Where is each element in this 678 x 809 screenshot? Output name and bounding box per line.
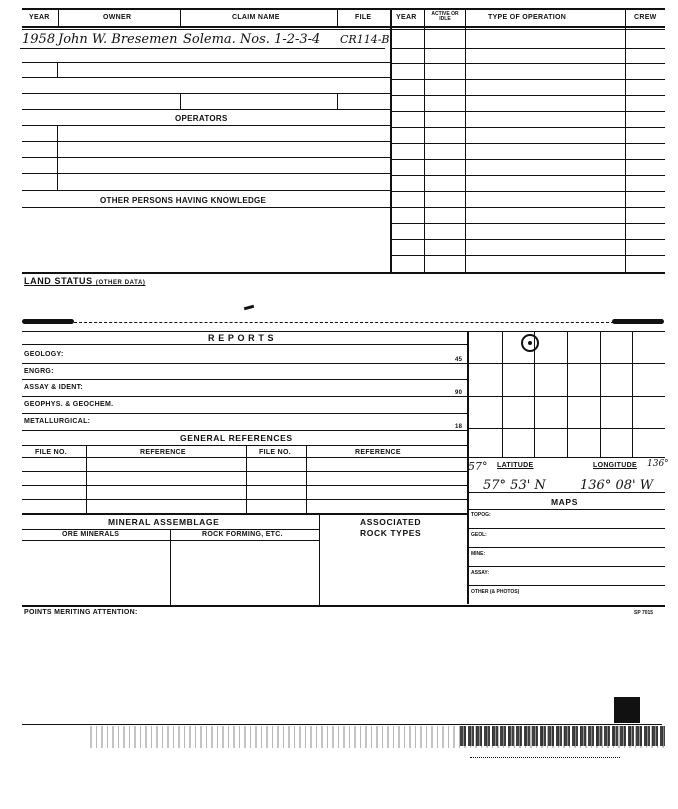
header-owner: OWNER bbox=[103, 14, 132, 21]
latitude-label: LATITUDE bbox=[497, 462, 534, 469]
header-year: YEAR bbox=[29, 14, 50, 21]
report-geophys: GEOPHYS. & GEOCHEM. bbox=[24, 401, 114, 408]
ref-col-reference-1: REFERENCE bbox=[140, 449, 186, 456]
other-persons-label: OTHER PERSONS HAVING KNOWLEDGE bbox=[100, 196, 267, 205]
maps-title: MAPS bbox=[551, 497, 578, 507]
report-metallurgical-num: 18 bbox=[455, 424, 463, 430]
operators-label: OPERATORS bbox=[175, 114, 228, 123]
scan-noise-dark bbox=[460, 726, 665, 746]
ref-col-file-no-1: FILE NO. bbox=[35, 449, 67, 456]
report-geology-num: 45 bbox=[455, 357, 463, 363]
entry-claim-name: Solema. Nos. 1-2-3-4 bbox=[183, 32, 321, 47]
location-dot bbox=[528, 341, 532, 345]
maps-mine: MINE: bbox=[471, 551, 486, 557]
header-crew: CREW bbox=[634, 14, 657, 21]
header-file: FILE bbox=[355, 14, 372, 21]
longitude-label: LONGITUDE bbox=[593, 462, 637, 469]
longitude-value: 136° 08' W bbox=[580, 478, 654, 493]
report-engrg: ENGRG: bbox=[24, 368, 54, 375]
mineral-assemblage-title: MINERAL ASSEMBLAGE bbox=[108, 517, 220, 527]
ref-col-file-no-2: FILE NO. bbox=[259, 449, 291, 456]
general-references-title: GENERAL REFERENCES bbox=[180, 433, 293, 443]
points-meriting-attention-label: POINTS MERITING ATTENTION: bbox=[24, 609, 138, 616]
maps-other: OTHER (& PHOTOS) bbox=[471, 589, 520, 595]
entry-year: 1958 bbox=[22, 32, 56, 47]
header-year-2: YEAR bbox=[396, 14, 417, 21]
report-assay: ASSAY & IDENT: bbox=[24, 384, 84, 391]
mineral-col-rock-forming: ROCK FORMING, ETC. bbox=[202, 531, 283, 538]
latitude-value: 57° 53' N bbox=[483, 478, 546, 493]
form-code: SP 7015 bbox=[634, 610, 654, 616]
land-status-label: LAND STATUS (OTHER DATA) bbox=[24, 276, 146, 286]
entry-owner: John W. Bresemen bbox=[58, 32, 178, 47]
location-circle-marker bbox=[521, 334, 539, 352]
maps-topog: TOPOG: bbox=[471, 512, 491, 518]
mineral-col-ore: ORE MINERALS bbox=[62, 531, 120, 538]
header-type-of-operation: TYPE OF OPERATION bbox=[488, 14, 567, 21]
associated-rock-types-2: ROCK TYPES bbox=[360, 528, 422, 538]
report-metallurgical: METALLURGICAL: bbox=[24, 418, 91, 425]
associated-rock-types-1: ASSOCIATED bbox=[360, 517, 422, 527]
report-assay-num: 90 bbox=[455, 390, 463, 396]
header-claim-name: CLAIM NAME bbox=[232, 14, 280, 21]
maps-assay: ASSAY: bbox=[471, 570, 490, 576]
header-active-or-idle: ACTIVE OR IDLE bbox=[431, 11, 459, 22]
reports-title: R E P O R T S bbox=[208, 333, 275, 343]
entry-file: CR114-B bbox=[340, 33, 390, 46]
longitude-suffix: 136° bbox=[647, 459, 669, 469]
report-geology: GEOLOGY: bbox=[24, 351, 64, 358]
ref-col-reference-2: REFERENCE bbox=[355, 449, 401, 456]
lat-prefix: 57° bbox=[468, 460, 488, 473]
maps-geol: GEOL: bbox=[471, 532, 487, 538]
